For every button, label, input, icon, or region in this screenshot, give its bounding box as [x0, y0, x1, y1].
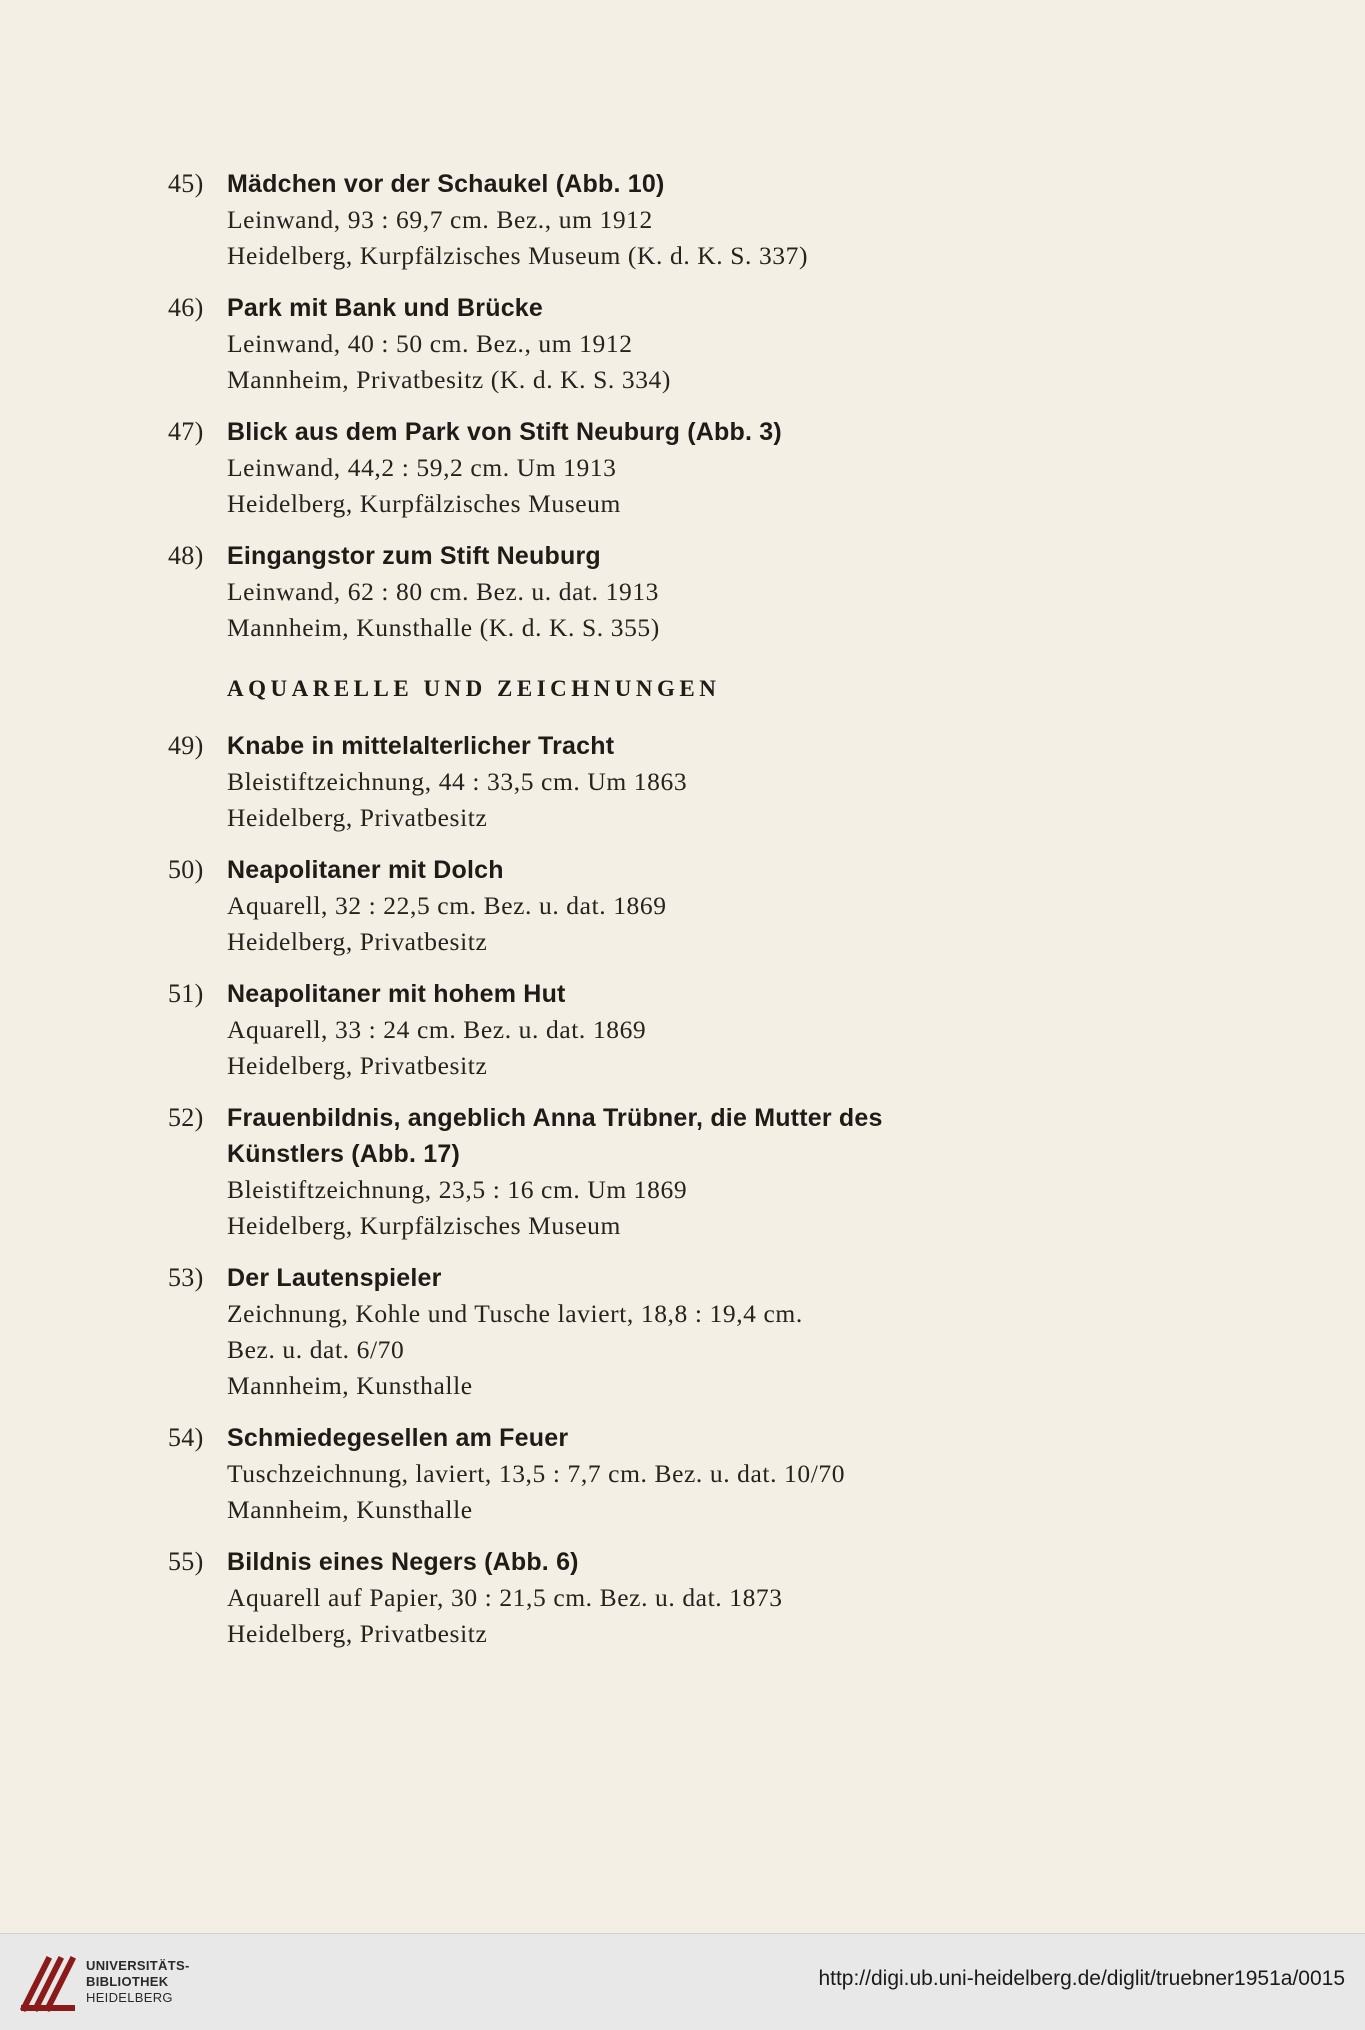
- entry-body: [227, 538, 1068, 646]
- catalog-entry: [168, 1260, 1068, 1404]
- entry-detail-line: Tuschzeichnung, laviert, 13,5 : 7,7 cm. Bez. u. dat. 10/70: [227, 1459, 846, 1488]
- entry-detail-line: Mannheim, Privatbesitz (K. d. K. S. 334): [227, 365, 671, 394]
- entries-drawings: [168, 728, 1068, 1652]
- entry-detail-line: Heidelberg, Kurpfälzisches Museum (K. d. K. S. 337): [227, 241, 809, 270]
- entry-number: 55): [168, 1547, 204, 1576]
- entry-body: [227, 414, 1068, 522]
- entries-paintings: [168, 166, 1068, 646]
- entry-number: 52): [168, 1103, 204, 1132]
- entry-title: Knabe in mittelalterlicher Tracht: [227, 732, 615, 760]
- entry-detail-line: Heidelberg, Privatbesitz: [227, 1619, 488, 1648]
- entry-title: Der Lautenspieler: [227, 1264, 442, 1292]
- entry-title: Eingangstor zum Stift Neuburg: [227, 542, 601, 570]
- entry-detail-line: Bez. u. dat. 6/70: [227, 1335, 405, 1364]
- entry-number: 54): [168, 1423, 204, 1452]
- entry-detail-line: Leinwand, 40 : 50 cm. Bez., um 1912: [227, 329, 633, 358]
- entry-detail-line: Aquarell, 33 : 24 cm. Bez. u. dat. 1869: [227, 1015, 647, 1044]
- catalog-entries: [168, 166, 1068, 1668]
- entry-title-continued: Künstlers (Abb. 17): [227, 1140, 460, 1168]
- entry-detail-line: Leinwand, 93 : 69,7 cm. Bez., um 1912: [227, 205, 653, 234]
- entry-detail-line: Heidelberg, Kurpfälzisches Museum: [227, 1211, 621, 1240]
- entry-body: [227, 1544, 1068, 1652]
- catalog-entry: [168, 166, 1068, 274]
- entry-body: [227, 728, 1068, 836]
- entry-detail-line: Aquarell, 32 : 22,5 cm. Bez. u. dat. 1869: [227, 891, 667, 920]
- entry-title: Park mit Bank und Brücke: [227, 294, 544, 322]
- catalog-entry: [168, 414, 1068, 522]
- library-name-line1: UNIVERSITÄTS-: [86, 1958, 190, 1973]
- entry-title: Neapolitaner mit hohem Hut: [227, 980, 566, 1008]
- entry-title: Bildnis eines Negers (Abb. 6): [227, 1548, 579, 1576]
- entry-body: [227, 852, 1068, 960]
- entry-number: 48): [168, 541, 204, 570]
- entry-body: [227, 290, 1068, 398]
- entry-number: 50): [168, 855, 204, 884]
- entry-detail-line: Mannheim, Kunsthalle (K. d. K. S. 355): [227, 613, 660, 642]
- footer-bar: [0, 1933, 1365, 2030]
- catalog-entry: [168, 852, 1068, 960]
- entry-number: 47): [168, 417, 204, 446]
- entry-title: Schmiedegesellen am Feuer: [227, 1424, 569, 1452]
- entry-detail-line: Heidelberg, Privatbesitz: [227, 803, 488, 832]
- entry-number: 49): [168, 731, 204, 760]
- catalog-entry: [168, 538, 1068, 646]
- entry-body: [227, 1420, 1068, 1528]
- entry-body: [227, 166, 1068, 274]
- catalog-entry: [168, 290, 1068, 398]
- entry-title: Blick aus dem Park von Stift Neuburg (Abb. 3): [227, 418, 782, 446]
- entry-detail-line: Mannheim, Kunsthalle: [227, 1495, 473, 1524]
- entry-body: [227, 1260, 1068, 1404]
- permalink-url[interactable]: http://digi.ub.uni-heidelberg.de/diglit/truebner1951a/0015: [818, 1967, 1345, 1990]
- entry-detail-line: Heidelberg, Privatbesitz: [227, 1051, 488, 1080]
- entry-number: 46): [168, 293, 204, 322]
- catalog-entry: [168, 728, 1068, 836]
- library-name-line3: HEIDELBERG: [86, 1990, 173, 2005]
- entry-detail-line: Leinwand, 44,2 : 59,2 cm. Um 1913: [227, 453, 617, 482]
- catalog-entry: [168, 1100, 1068, 1244]
- entry-detail-line: Heidelberg, Kurpfälzisches Museum: [227, 489, 621, 518]
- section-heading: AQUARELLE UND ZEICHNUNGEN: [227, 676, 721, 701]
- catalog-entry: [168, 1420, 1068, 1528]
- entry-body: [227, 1100, 1068, 1244]
- library-name-line2: BIBLIOTHEK: [86, 1974, 169, 1989]
- library-logo-icon[interactable]: [18, 1952, 78, 2014]
- entry-detail-line: Leinwand, 62 : 80 cm. Bez. u. dat. 1913: [227, 577, 660, 606]
- entry-number: 51): [168, 979, 204, 1008]
- catalog-entry: [168, 976, 1068, 1084]
- entry-detail-line: Zeichnung, Kohle und Tusche laviert, 18,8 : 19,4 cm.: [227, 1299, 803, 1328]
- entry-title: Mädchen vor der Schaukel (Abb. 10): [227, 170, 665, 198]
- entry-number: 45): [168, 169, 204, 198]
- library-name: [86, 1958, 190, 2006]
- entry-detail-line: Aquarell auf Papier, 30 : 21,5 cm. Bez. u. dat. 1873: [227, 1583, 783, 1612]
- entry-body: [227, 976, 1068, 1084]
- entry-title: Frauenbildnis, angeblich Anna Trübner, die Mutter des: [227, 1104, 883, 1132]
- entry-detail-line: Mannheim, Kunsthalle: [227, 1371, 473, 1400]
- entry-detail-line: Heidelberg, Privatbesitz: [227, 927, 488, 956]
- entry-detail-line: Bleistiftzeichnung, 44 : 33,5 cm. Um 1863: [227, 767, 688, 796]
- entry-detail-line: Bleistiftzeichnung, 23,5 : 16 cm. Um 1869: [227, 1175, 688, 1204]
- entry-number: 53): [168, 1263, 204, 1292]
- entry-title: Neapolitaner mit Dolch: [227, 856, 504, 884]
- catalog-entry: [168, 1544, 1068, 1652]
